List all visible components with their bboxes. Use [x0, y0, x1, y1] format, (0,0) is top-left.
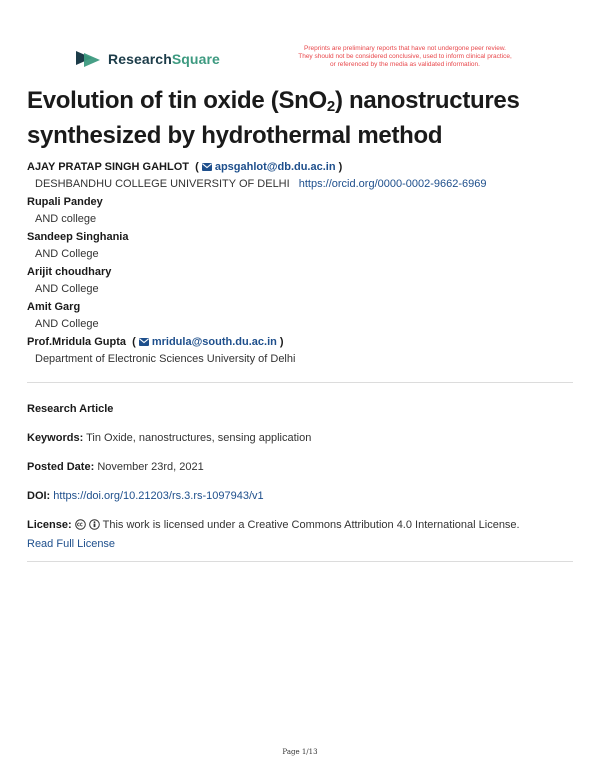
preprint-notice-line: or referenced by the media as validated information. [330, 61, 480, 68]
license-text: This work is licensed under a Creative Commons Attribution 4.0 International License. [102, 519, 520, 531]
preprint-notice-line: They should not be considered conclusive, used to inform clinical practice, [298, 53, 512, 60]
keywords-value: Tin Oxide, nanostructures, sensing application [86, 432, 312, 444]
research-square-logo[interactable] [74, 48, 220, 70]
author-email-link[interactable]: apsgahlot@db.du.ac.in [202, 161, 336, 173]
divider [27, 561, 573, 562]
author-affiliation: AND College [35, 318, 99, 330]
author-name: Prof.Mridula Gupta ( mridula@south.du.ac.in ) [27, 336, 284, 348]
author-name: Sandeep Singhania [27, 231, 129, 243]
article-type: Research Article [27, 403, 114, 415]
doi-label: DOI: [27, 490, 51, 502]
preprint-notice-line: Preprints are preliminary reports that have not undergone peer review. [304, 45, 506, 52]
author-name: Rupali Pandey [27, 196, 103, 208]
posted-date [27, 461, 204, 473]
keywords [27, 432, 311, 444]
read-full-license [27, 538, 115, 550]
author-name: Amit Garg [27, 301, 81, 313]
read-full-license-link[interactable]: Read Full License [27, 538, 116, 550]
license-label: License: [27, 519, 72, 531]
doi-link[interactable]: https://doi.org/10.21203/rs.3.rs-1097943/v1 [53, 490, 264, 502]
author-affiliation: DESHBANDHU COLLEGE UNIVERSITY OF DELHI https://orcid.org/0000-0002-9662-6969 [35, 178, 487, 190]
license [27, 519, 520, 531]
author-affiliation: AND college [35, 213, 97, 225]
brand-name: ResearchSquare [108, 51, 220, 67]
doi [27, 490, 264, 502]
keywords-label: Keywords: [27, 432, 84, 444]
author-name: AJAY PRATAP SINGH GAHLOT ( apsgahlot@db.du.ac.in ) [27, 161, 343, 173]
author-affiliation: AND College [35, 283, 99, 295]
posted-date-value: November 23rd, 2021 [97, 461, 204, 473]
author-affiliation: AND College [35, 248, 99, 260]
paper-title: Evolution of tin oxide (SnO$_2$) nanostructures synthesized by hydrothermal method [27, 87, 520, 149]
author-name: Arijit choudhary [27, 266, 112, 278]
envelope-icon [202, 163, 212, 171]
page-number: Page 1/13 [282, 748, 318, 756]
orcid-link[interactable]: https://orcid.org/0000-0002-9662-6969 [298, 178, 487, 190]
research-square-logo-icon [74, 48, 102, 70]
envelope-icon [139, 338, 149, 346]
author-list [27, 158, 587, 368]
attribution-icon [89, 519, 100, 530]
creative-commons-icon [75, 519, 86, 530]
divider [27, 382, 573, 383]
posted-date-label: Posted Date: [27, 461, 95, 473]
author-email-link[interactable]: mridula@south.du.ac.in [139, 336, 277, 348]
preprint-notice [270, 45, 540, 69]
author-affiliation: Department of Electronic Sciences University of Delhi [35, 353, 296, 365]
